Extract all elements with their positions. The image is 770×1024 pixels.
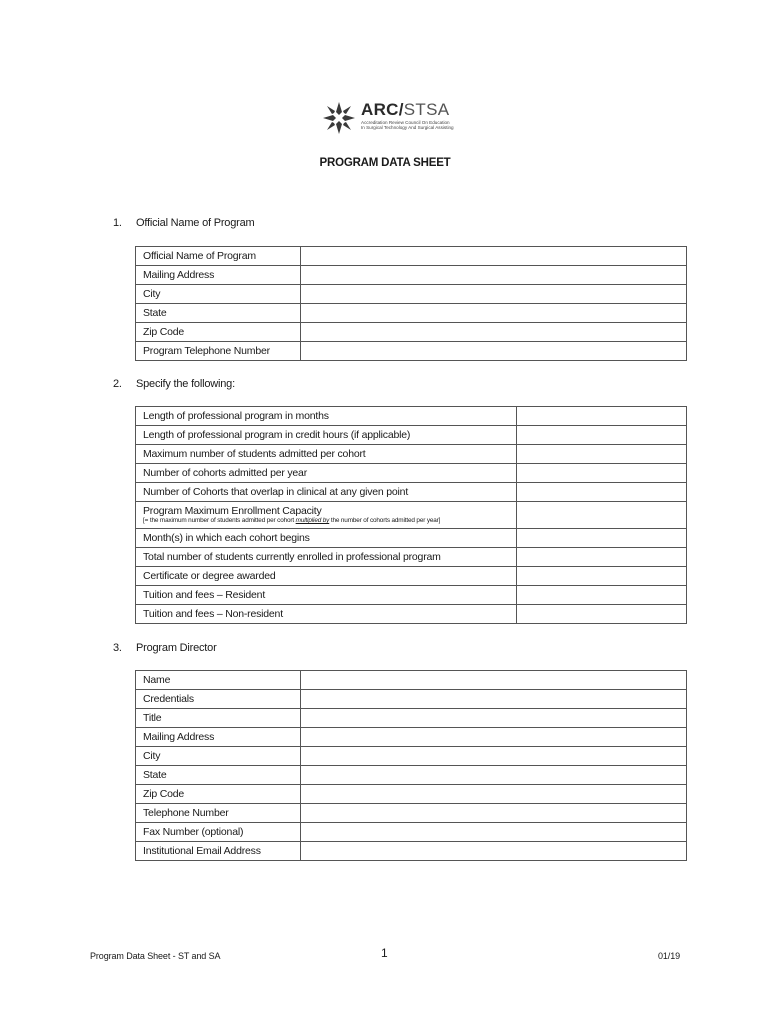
city-field[interactable]	[300, 285, 686, 304]
row-label: Mailing Address	[136, 266, 301, 285]
row-label: Number of Cohorts that overlap in clinical at any given point	[136, 483, 517, 502]
row-label: Total number of students currently enrolled in professional program	[136, 548, 517, 567]
director-title-field[interactable]	[300, 709, 686, 728]
section-3-heading: 3. Program Director	[113, 642, 217, 654]
page-number: 1	[381, 946, 388, 960]
table-row	[136, 747, 687, 766]
row-label: Length of professional program in credit hours (if applicable)	[136, 426, 517, 445]
table-row	[136, 690, 687, 709]
row-label: Mailing Address	[136, 728, 301, 747]
row-label: City	[136, 747, 301, 766]
row-label: Certificate or degree awarded	[136, 567, 517, 586]
capacity-label: Program Maximum Enrollment Capacity	[143, 505, 322, 517]
logo-subtitle: Accreditation Review Council On Education In Surgical Technology And Surgical Assisting	[361, 120, 454, 131]
row-label: Zip Code	[136, 785, 301, 804]
row-label: Fax Number (optional)	[136, 823, 301, 842]
mailing-address-field[interactable]	[300, 266, 686, 285]
director-state-field[interactable]	[300, 766, 686, 785]
table-row	[136, 323, 687, 342]
table-row	[136, 804, 687, 823]
table-row	[136, 567, 687, 586]
zip-code-field[interactable]	[300, 323, 686, 342]
director-mailing-address-field[interactable]	[300, 728, 686, 747]
table-row	[136, 407, 687, 426]
credit-hours-field[interactable]	[516, 426, 686, 445]
table-row	[136, 709, 687, 728]
table-row	[136, 728, 687, 747]
credentials-field[interactable]	[300, 690, 686, 709]
section-1-heading: 1. Official Name of Program	[113, 217, 255, 229]
star-logo-icon	[321, 100, 357, 136]
table-row	[136, 842, 687, 861]
table-row	[136, 502, 687, 529]
cohort-months-field[interactable]	[516, 529, 686, 548]
row-label: Telephone Number	[136, 804, 301, 823]
arc-stsa-logo	[321, 100, 461, 140]
row-label: Official Name of Program	[136, 247, 301, 266]
logo-title: ARC/STSA	[361, 100, 450, 119]
director-zip-field[interactable]	[300, 785, 686, 804]
row-label: Month(s) in which each cohort begins	[136, 529, 517, 548]
official-name-field[interactable]	[300, 247, 686, 266]
row-label: Program Telephone Number	[136, 342, 301, 361]
enrollment-capacity-field[interactable]	[516, 502, 686, 529]
table-row	[136, 823, 687, 842]
section-2-heading: 2. Specify the following:	[113, 378, 235, 390]
table-row	[136, 483, 687, 502]
footer-doc-name: Program Data Sheet - ST and SA	[90, 951, 221, 961]
program-telephone-field[interactable]	[300, 342, 686, 361]
row-label: State	[136, 766, 301, 785]
table-row	[136, 766, 687, 785]
table-row	[136, 304, 687, 323]
table-row	[136, 285, 687, 304]
tuition-nonresident-field[interactable]	[516, 605, 686, 624]
director-city-field[interactable]	[300, 747, 686, 766]
director-name-field[interactable]	[300, 671, 686, 690]
page-title: PROGRAM DATA SHEET	[319, 157, 451, 169]
table-row	[136, 785, 687, 804]
director-telephone-field[interactable]	[300, 804, 686, 823]
row-label: City	[136, 285, 301, 304]
max-students-field[interactable]	[516, 445, 686, 464]
row-label: State	[136, 304, 301, 323]
row-label: Tuition and fees – Non-resident	[136, 605, 517, 624]
program-details-table	[135, 406, 687, 624]
table-row	[136, 529, 687, 548]
state-field[interactable]	[300, 304, 686, 323]
footer-revision-date: 01/19	[658, 951, 681, 961]
tuition-resident-field[interactable]	[516, 586, 686, 605]
table-row	[136, 605, 687, 624]
row-label: Title	[136, 709, 301, 728]
overlap-cohorts-field[interactable]	[516, 483, 686, 502]
row-label: Maximum number of students admitted per cohort	[136, 445, 517, 464]
row-label: Tuition and fees – Resident	[136, 586, 517, 605]
total-enrolled-field[interactable]	[516, 548, 686, 567]
table-row	[136, 586, 687, 605]
row-label: Institutional Email Address	[136, 842, 301, 861]
table-row	[136, 266, 687, 285]
director-email-field[interactable]	[300, 842, 686, 861]
length-months-field[interactable]	[516, 407, 686, 426]
row-label: Name	[136, 671, 301, 690]
row-label	[136, 502, 517, 529]
table-row	[136, 548, 687, 567]
program-info-table	[135, 246, 687, 361]
table-row	[136, 464, 687, 483]
director-fax-field[interactable]	[300, 823, 686, 842]
certificate-degree-field[interactable]	[516, 567, 686, 586]
table-row	[136, 247, 687, 266]
row-label: Zip Code	[136, 323, 301, 342]
table-row	[136, 671, 687, 690]
row-label: Length of professional program in months	[136, 407, 517, 426]
row-label: Credentials	[136, 690, 301, 709]
cohorts-per-year-field[interactable]	[516, 464, 686, 483]
program-director-table	[135, 670, 687, 861]
capacity-note: [= the maximum number of students admitted per cohort multiplied by the number of cohorts admitted per year]	[143, 517, 441, 524]
row-label: Number of cohorts admitted per year	[136, 464, 517, 483]
table-row	[136, 445, 687, 464]
table-row	[136, 426, 687, 445]
table-row	[136, 342, 687, 361]
